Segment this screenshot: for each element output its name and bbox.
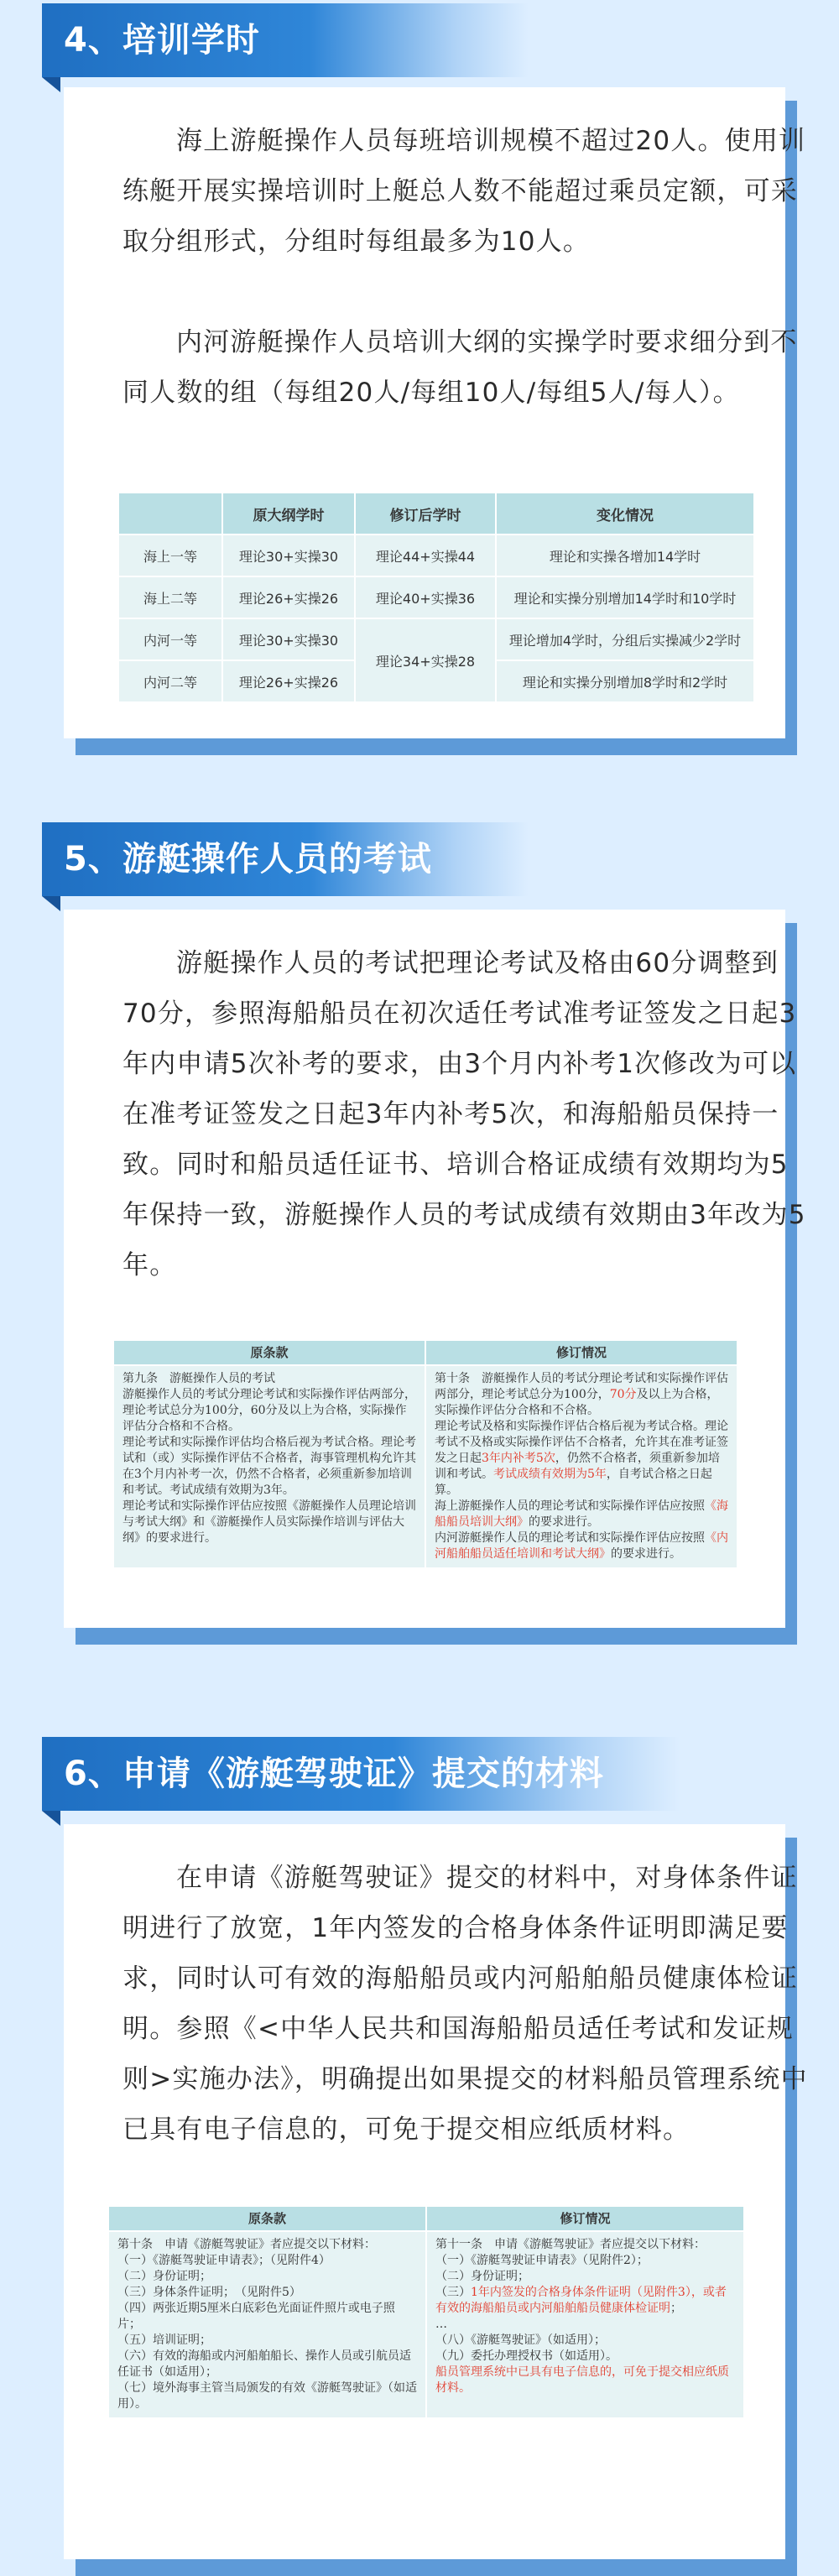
paragraph-sea-training-scale: 海上游艇操作人员每班培训规模不超过20人。使用训练艇开展实操培训时上艇总人数不能超过乘员定额，可采取分组形式，分组时每组最多为10人。: [122, 126, 806, 257]
revised-text: ，仍然不合格者，须重新参加培训和考试。: [435, 1452, 720, 1481]
revised-text: 第十条 游艇操作人员的考试分理论考试和实际操作评估两部分，理论考试总分为100分，: [435, 1372, 728, 1401]
banner-fold-decoration: [42, 896, 60, 911]
paragraph-exam-changes: 游艇操作人员的考试把理论考试及格由60分调整到70分，参照海船船员在初次适任考试准考证签发之日起3年内申请5次补考的要求，由3个月内补考1次修改为可以在准考证签发之日起3年内补考5次，和海船船员保持一致。同时和船员适任证书、培训合格证成绩有效期均为5年保持一致，游艇操作人员的考试成绩有效期由3年改为5年。: [122, 948, 806, 1280]
revised-text: ； … （八）《游艇驾驶证》（如适用）； （九）委托办理授权书（如适用）。: [435, 2302, 682, 2363]
highlight-text: 《内河船舶船员适任培训和考试大纲》: [435, 1531, 728, 1561]
highlight-text: 船员管理系统中已具有电子信息的，可免于提交相应纸质材料。: [435, 2365, 729, 2395]
table-header-cell: 原条款: [113, 1340, 425, 1365]
revised-text: ，自考试合格之日起算。 海上游艇操作人员的理论考试和实际操作评估应按照: [435, 1468, 712, 1513]
revised-text: 的要求进行。 内河游艇操作人员的理论考试和实际操作评估应按照: [435, 1515, 705, 1545]
section-6-title: 6、申请《游艇驾驶证》提交的材料: [42, 1737, 680, 1811]
table-header-cell: [118, 493, 222, 534]
table-header-cell: 修订情况: [426, 2206, 744, 2231]
table-cell: 海上二等: [118, 576, 222, 618]
highlight-text: 70分: [609, 1388, 637, 1401]
materials-comparison-table: [107, 2205, 745, 2419]
section-5-title: 5、游艇操作人员的考试: [42, 822, 529, 896]
table-cell: 理论和实操分别增加8学时和2学时: [496, 660, 754, 702]
original-clause-cell: 第九条 游艇操作人员的考试 游艇操作人员的考试分理论考试和实际操作评估两部分，理论考试总分为100分，60分及以上为合格，实际操作评估分合格和不合格。 理论考试和实际操作评估均合格后视为考试合格。理论考试和（或）实际操作评估不合格者，海事管理机构允许其在3个月内补考一次，仍然不合格者，必须重新参加培训和考试。考试成绩有效期为3年。 理论考试和实际操作评估应按照《游艇操作人员理论培训与考试大纲》和《游艇操作人员实际操作培训与评估大纲》的要求进行。: [113, 1365, 425, 1568]
content-card: [64, 910, 806, 1628]
table-header-row: [118, 493, 754, 534]
table-cell: 理论34+实操28: [355, 618, 496, 702]
table-cell: 理论44+实操44: [355, 534, 496, 576]
table-cell: 理论26+实操26: [222, 576, 355, 618]
table-row: [118, 576, 754, 618]
banner-fold-decoration: [42, 1811, 60, 1826]
table-row: [108, 2231, 744, 2418]
revised-text: 第十一条 申请《游艇驾驶证》者应提交以下材料： （一）《游艇驾驶证申请表》（见附件2）； （二）身份证明； （三）: [435, 2238, 706, 2299]
table-cell: 理论30+实操30: [222, 534, 355, 576]
table-cell: 理论和实操各增加14学时: [496, 534, 754, 576]
section-exam: [0, 822, 839, 1670]
highlight-text: 考试成绩有效期为5年: [493, 1468, 607, 1481]
highlight-text: 3年内补考5次: [482, 1452, 555, 1465]
training-hours-table: [117, 492, 755, 703]
table-header-row: [108, 2206, 744, 2231]
paragraph-material-changes: 在申请《游艇驾驶证》提交的材料中，对身体条件证明进行了放宽，1年内签发的合格身体条件证明即满足要求，同时认可有效的海船船员或内河船舶船员健康体检证明。参照《<中华人民共和国海船船员适任考试和发证规则>实施办法》，明确提出如果提交的材料船员管理系统中已具有电子信息的，可免于提交相应纸质材料。: [122, 1863, 808, 2145]
section-training-hours: [0, 0, 839, 755]
highlight-text: 《海船船员培训大纲》: [435, 1499, 728, 1529]
table-cell: 海上一等: [118, 534, 222, 576]
table-cell: 理论26+实操26: [222, 660, 355, 702]
table-header-cell: 原条款: [108, 2206, 426, 2231]
table-cell: 内河一等: [118, 618, 222, 660]
table-row: [113, 1365, 737, 1568]
table-row: [118, 534, 754, 576]
paragraph-inland-training-groups: 内河游艇操作人员培训大纲的实操学时要求细分到不同人数的组（每组20人/每组10人/每组5人/每人）。: [122, 327, 798, 408]
table-header-cell: 修订后学时: [355, 493, 496, 534]
exam-comparison-table: [112, 1339, 738, 1569]
revised-clause-cell: [426, 2231, 744, 2418]
content-card: [64, 1824, 808, 2559]
section-license-materials: [0, 1737, 839, 2565]
table-header-row: [113, 1340, 737, 1365]
table-header-cell: 修订情况: [425, 1340, 737, 1365]
table-cell: 理论40+实操36: [355, 576, 496, 618]
table-cell: 理论增加4学时，分组后实操减少2学时: [496, 618, 754, 660]
table-cell: 理论30+实操30: [222, 618, 355, 660]
revised-text: 的要求进行。: [611, 1547, 681, 1561]
table-cell: 内河二等: [118, 660, 222, 702]
table-cell: 理论和实操分别增加14学时和10学时: [496, 576, 754, 618]
table-header-cell: 变化情况: [496, 493, 754, 534]
table-header-cell: 原大纲学时: [222, 493, 355, 534]
highlight-text: 1年内签发的合格身体条件证明（见附件3），或者有效的海船船员或内河船舶船员健康体检证明: [435, 2286, 727, 2315]
content-card: [64, 87, 806, 738]
banner-fold-decoration: [42, 77, 60, 92]
revised-clause-cell: [425, 1365, 737, 1568]
section-4-title: 4、培训学时: [42, 3, 529, 77]
original-clause-cell: 第十条 申请《游艇驾驶证》者应提交以下材料： （一）《游艇驾驶证申请表》；（见附件4） （二）身份证明； （三）身体条件证明； （见附件5） （四）两张近期5厘米白底彩色光面证件照片或电子照片； （五）培训证明； （六）有效的海船或内河船舶船长、操作人员或引航员适任证书（如适用）； （七）境外海事主管当局颁发的有效《游艇驾驶证》（如适用）。: [108, 2231, 426, 2418]
table-row: [118, 618, 754, 660]
revised-text: 及以上为合格，实际操作评估分合格和不合格。 理论考试及格和实际操作评估合格后视为考试合格。理论考试不及格或实际操作评估不合格者，允许其在准考证签发之日起: [435, 1388, 728, 1465]
